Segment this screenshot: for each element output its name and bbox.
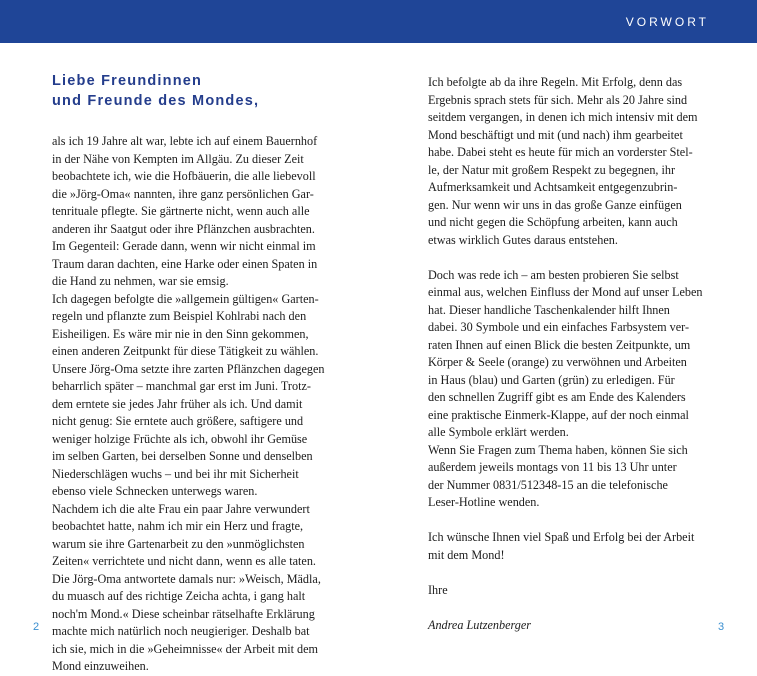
heading-line-2: und Freunde des Mondes, [52,93,260,109]
text-line: im selben Garten, bei derselben Sonne und denselben [52,449,313,463]
text-line: beharrlich später – manchmal gar erst im Juni. Trotz- [52,379,311,393]
text-line: einen anderen Zeitpunkt für diese Tätigkeit zu wählen. [52,344,319,358]
text-line: tenrituale pflegte. Sie gärtnerte nicht, wenn auch alle [52,204,310,218]
text-line: beobachtet hatte, nahm ich mir ein Herz und fragte, [52,519,304,533]
text-line: außerdem jeweils montags von 11 bis 13 Uhr unter [428,460,677,474]
text-line: Ich wünsche Ihnen viel Spaß und Erfolg bei der Arbeit [428,530,695,544]
text-line: Mond einzuweihen. [52,659,149,673]
text-line: gen. Nur wenn wir uns in das große Ganze einfügen [428,197,682,212]
text-line: le, der Natur mit großem Respekt zu begegnen, ihr [428,162,676,177]
text-line: regeln und pflanzte zum Beispiel Kohlrabi nach den [52,309,307,323]
text-line: Doch was rede ich – am besten probieren Sie selbst [428,267,679,282]
text-line: einmal aus, welchen Einfluss der Mond auf unser Leben [428,285,703,299]
text-line: Aufmerksamkeit und Achtsamkeit entgegenzubrin- [428,180,678,194]
text-line: in der Nähe von Kempten im Allgäu. Zu dieser Zeit [52,151,304,166]
header-band [0,0,757,43]
text-line: Eisheiligen. Es wäre mir nie in den Sinn gekommen, [52,326,309,341]
paragraph-3 [428,529,728,564]
text-line: seitdem vergangen, in denen ich mich intensiv mit dem [428,110,698,124]
text-line: die Hand zu nehmen, war sie emsig. [52,274,229,288]
text-line: du muasch auf des richtige Zeicha achta, i gang halt [52,589,306,603]
text-line: raten Ihnen auf einen Blick die besten Zeitpunkte, um [428,337,691,352]
text-line: Wenn Sie Fragen zum Thema haben, können Sie sich [428,442,688,457]
text-line: warum sie ihre Gartenarbeit zu den »unmöglichsten [52,536,305,551]
text-line: habe. Dabei steht es heute für mich an vorderster Stel- [428,145,693,159]
text-line: Die Jörg-Oma antwortete damals nur: »Weisch, Mädla, [52,571,321,586]
paragraph-gap [428,564,728,582]
paragraph-gap [428,249,728,267]
text-line: ebenso viele Schnecken unterwegs waren. [52,484,258,498]
text-line: dem erntete sie jedes Jahr früher als ich. Und damit [52,396,303,411]
text-line: Im Gegenteil: Gerade dann, wenn wir nicht einmal im [52,239,316,253]
text-line: Leser-Hotline wenden. [428,495,540,509]
text-line: Zeiten« verrichtete und nicht dann, wenn es alle taten. [52,554,316,568]
text-line: die »Jörg-Oma« nannten, ihre ganz persönlichen Gar- [52,186,314,201]
text-line: der Nummer 0831/512348-15 an die telefonische [428,477,668,492]
paragraph-1 [428,74,728,249]
page-number-left: 2 [33,621,40,633]
text-line: noch'm Mond.« Diese scheinbar rätselhafte Erklärung [52,606,315,621]
text-line: mit dem Mond! [428,547,505,562]
text-line: eine praktische Einmerk-Klappe, auf der noch einmal [428,407,689,422]
text-line: den schnellen Zugriff gibt es am Ende des Kalenders [428,390,686,404]
text-line: anderen ihr Saatgut oder ihre Pflänzchen ausbrachten. [52,221,315,236]
text-line: weniger holzige Früchte als ich, obwohl ihr Gemüse [52,431,308,446]
salutation-heading [52,71,259,111]
paragraph-2 [428,267,728,512]
text-line: Unsere Jörg-Oma setzte ihre zarten Pflänzchen dagegen [52,361,325,376]
closing-text: Ihre [428,582,448,597]
text-line: und nicht gegen die Schöpfung arbeiten, kann auch [428,215,678,229]
text-line: Ich dagegen befolgte die »allgemein gültigen« Garten- [52,291,319,306]
paragraph-gap [428,599,728,617]
text-line: als ich 19 Jahre alt war, lebte ich auf einem Bauernhof [52,134,318,148]
right-column-text [428,74,728,634]
text-line: in Haus (blau) und Garten (grün) zu erledigen. Für [428,372,675,387]
section-title: VORWORT [625,15,709,29]
text-line: Traum daran dachten, eine Harke oder einen Spaten in [52,256,318,271]
text-line: beobachtete ich, wie die Hofbäuerin, die alle liebevoll [52,169,316,183]
text-line: Nachdem ich die alte Frau ein paar Jahre verwundert [52,501,310,516]
text-line: etwas wirklich Gutes daraus entstehen. [428,232,618,247]
left-column-text [52,133,352,676]
paragraph-gap [428,512,728,530]
text-line: dabei. 30 Symbole und ein einfaches Farbsystem ver- [428,320,690,334]
text-line: Ergebnis sprach stets für sich. Mehr als 20 Jahre sind [428,92,688,107]
text-line: machte mich natürlich noch neugieriger. Deshalb bat [52,624,310,638]
page-number-right: 3 [718,621,725,633]
text-line: Körper & Seele (orange) zu verwöhnen und Arbeiten [428,355,687,369]
heading-line-1: Liebe Freundinnen [52,73,203,89]
text-line: Ich befolgte ab da ihre Regeln. Mit Erfolg, denn das [428,75,683,89]
text-line: ich sie, mich in die »Geheimnisse« der Arbeit mit dem [52,641,319,656]
text-line: alle Symbole erklärt werden. [428,425,569,439]
text-line: Mond beschäftigt und mit (und nach) ihm gearbeitet [428,127,683,142]
text-line: nicht genug: Sie erntete auch größere, saftigere und [52,414,304,428]
signature: Andrea Lutzenberger [428,617,532,632]
text-line: Niederschlägen wuchs – und bei ihr mit Sicherheit [52,466,299,481]
text-line: hat. Dieser handliche Taschenkalender hilft Ihnen [428,302,670,317]
